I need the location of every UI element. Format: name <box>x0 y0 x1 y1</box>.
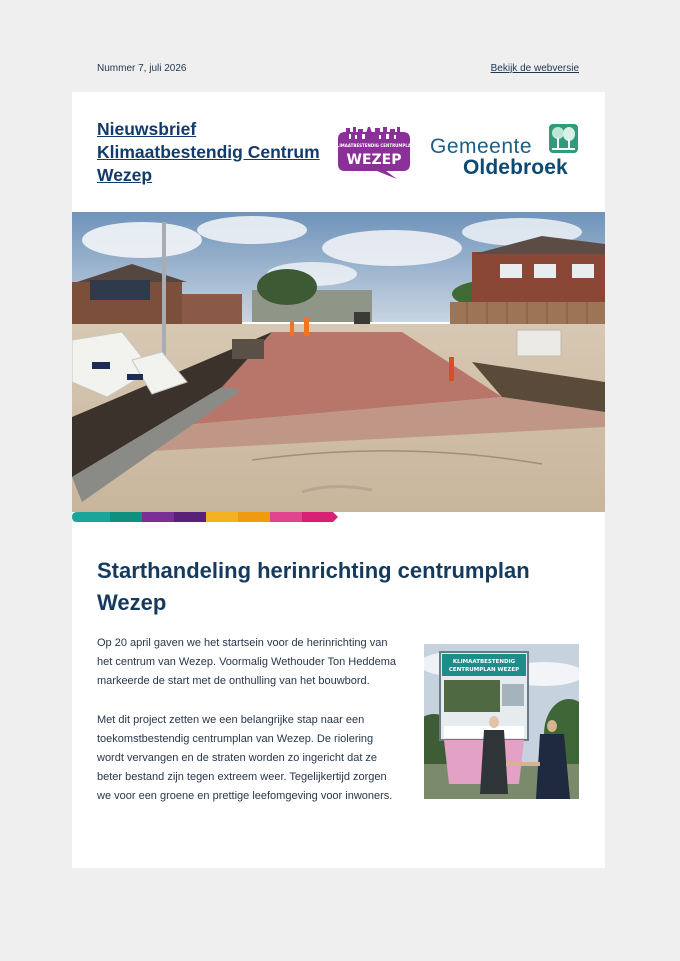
article-body <box>97 634 402 826</box>
article-paragraph-1: Op 20 april gaven we het startsein voor de herinrichting van het centrum van Wezep. Voormalig Wethouder Ton Heddema markeerde de start met de onthulling van het bouwbord. <box>97 637 397 688</box>
oldebroek-word: Oldebroek <box>463 156 568 179</box>
issue-label: Nummer 7, juli 2026 <box>97 62 187 74</box>
wezep-logo-top-text: KLIMAATBESTENDIG CENTRUMPLAN <box>334 143 414 148</box>
board-sign-line1: KLIMAATBESTENDIG <box>452 659 516 665</box>
color-stripe <box>72 512 338 522</box>
street-construction-photo <box>72 212 605 512</box>
gemeente-word: Gemeente <box>430 135 533 158</box>
top-bar <box>97 60 579 76</box>
wezep-logo <box>334 127 414 181</box>
wezep-logo-main-text: WEZEP <box>346 152 402 168</box>
gemeente-oldebroek-logo <box>430 124 580 182</box>
tree-logo-icon <box>549 124 578 153</box>
article-headline: Starthandeling herinrichting centrumplan Wezep <box>97 558 530 615</box>
newsletter-card <box>72 92 605 868</box>
board-sign-line2: CENTRUMPLAN WEZEP <box>448 667 520 673</box>
board-unveiling-photo <box>424 644 579 799</box>
article-paragraph-2: Met dit project zetten we een belangrijke stap naar een toekomstbestendig centrumplan van Wezep. De riolering wordt vervangen en de straten worden zo ingericht dat ze beter bestand zijn tegen extreem weer. Tegelijkertijd zorgen we voor een groene en prettige leefomgeving voor inwoners. <box>97 713 393 803</box>
newsletter-title-link[interactable]: Nieuwsbrief Klimaatbestendig Centrum Wezep <box>97 119 320 185</box>
hero-photo <box>72 212 605 512</box>
newsletter-header <box>72 92 605 212</box>
web-version-link[interactable]: Bekijk de webversie <box>490 62 579 74</box>
